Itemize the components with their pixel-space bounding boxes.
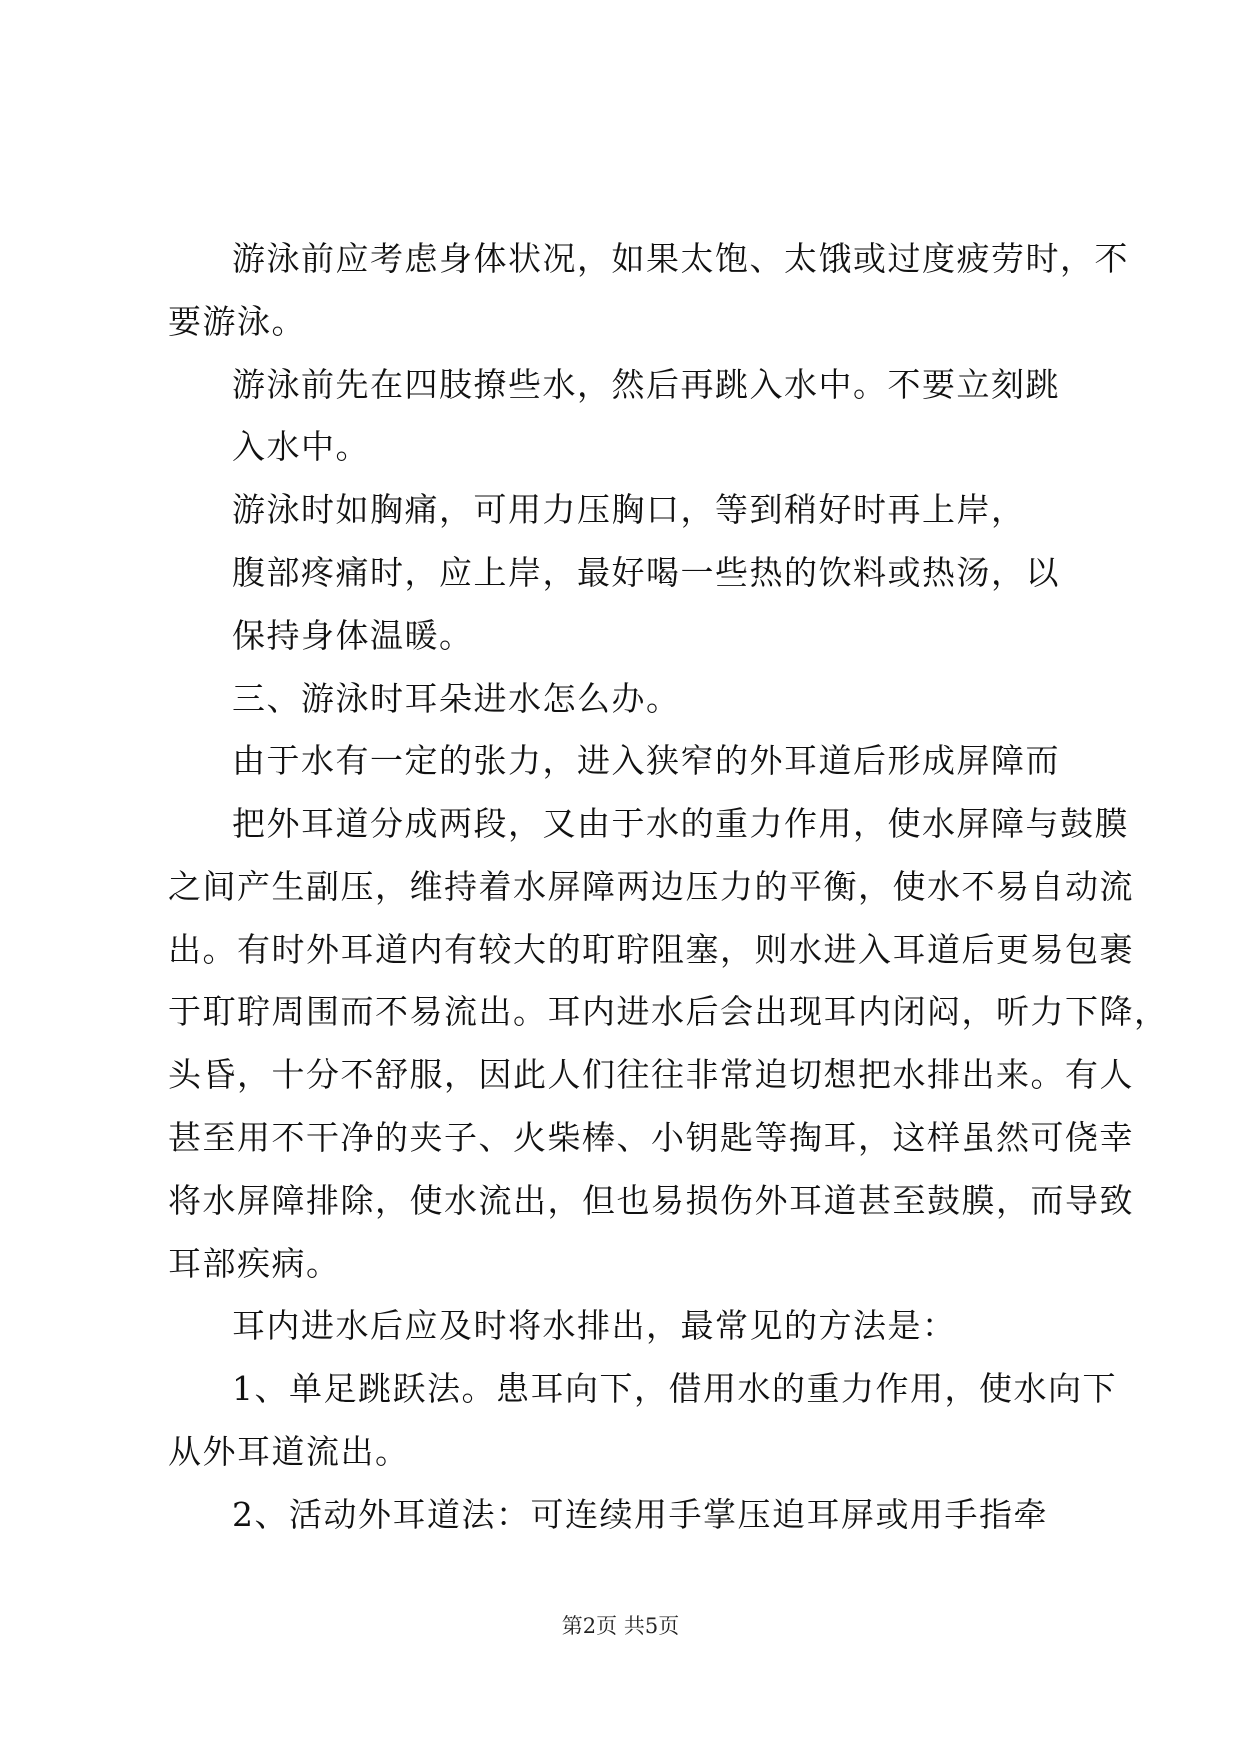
text-line: 要游泳。 — [168, 302, 306, 341]
list-item: 1、单足跳跃法。患耳向下，借用水的重力作用，使水向下 — [232, 1369, 1117, 1408]
text-line: 保持身体温暖。 — [232, 616, 474, 655]
text-line: 将水屏障排除，使水流出，但也易损伤外耳道甚至鼓膜，而导致 — [168, 1181, 1134, 1220]
text-line: 游泳时如胸痛，可用力压胸口，等到稍好时再上岸， — [232, 490, 1026, 529]
text-line: 腹部疼痛时，应上岸，最好喝一些热的饮料或热汤，以 — [232, 553, 1060, 592]
text-line: 头昏，十分不舒服，因此人们往往非常迫切想把水排出来。有人 — [168, 1055, 1134, 1094]
text-line: 把外耳道分成两段，又由于水的重力作用，使水屏障与鼓膜 — [232, 804, 1129, 843]
text-line: 之间产生副压，维持着水屏障两边压力的平衡，使水不易自动流 — [168, 867, 1134, 906]
list-item: 2、活动外耳道法：可连续用手掌压迫耳屏或用手指牵 — [232, 1495, 1048, 1534]
text-line: 入水中。 — [232, 427, 370, 466]
text-line: 出。有时外耳道内有较大的耵聍阻塞，则水进入耳道后更易包裹 — [168, 930, 1134, 969]
text-line: 游泳前先在四肢撩些水，然后再跳入水中。不要立刻跳 — [232, 365, 1060, 404]
page-footer: 第2页 共5页 — [561, 1614, 680, 1638]
text-line: 甚至用不干净的夹子、火柴棒、小钥匙等掏耳，这样虽然可侥幸 — [168, 1118, 1134, 1157]
text-line: 耳内进水后应及时将水排出，最常见的方法是： — [232, 1306, 957, 1345]
text-line: 耳部疾病。 — [168, 1244, 341, 1283]
text-line: 从外耳道流出。 — [168, 1432, 410, 1471]
section-heading: 三、游泳时耳朵进水怎么办。 — [232, 679, 681, 718]
text-line: 由于水有一定的张力，进入狭窄的外耳道后形成屏障而 — [232, 741, 1060, 780]
text-line: 于耵聍周围而不易流出。耳内进水后会出现耳内闭闷，听力下降， — [168, 992, 1169, 1031]
text-line: 游泳前应考虑身体状况，如果太饱、太饿或过度疲劳时，不 — [232, 239, 1129, 278]
